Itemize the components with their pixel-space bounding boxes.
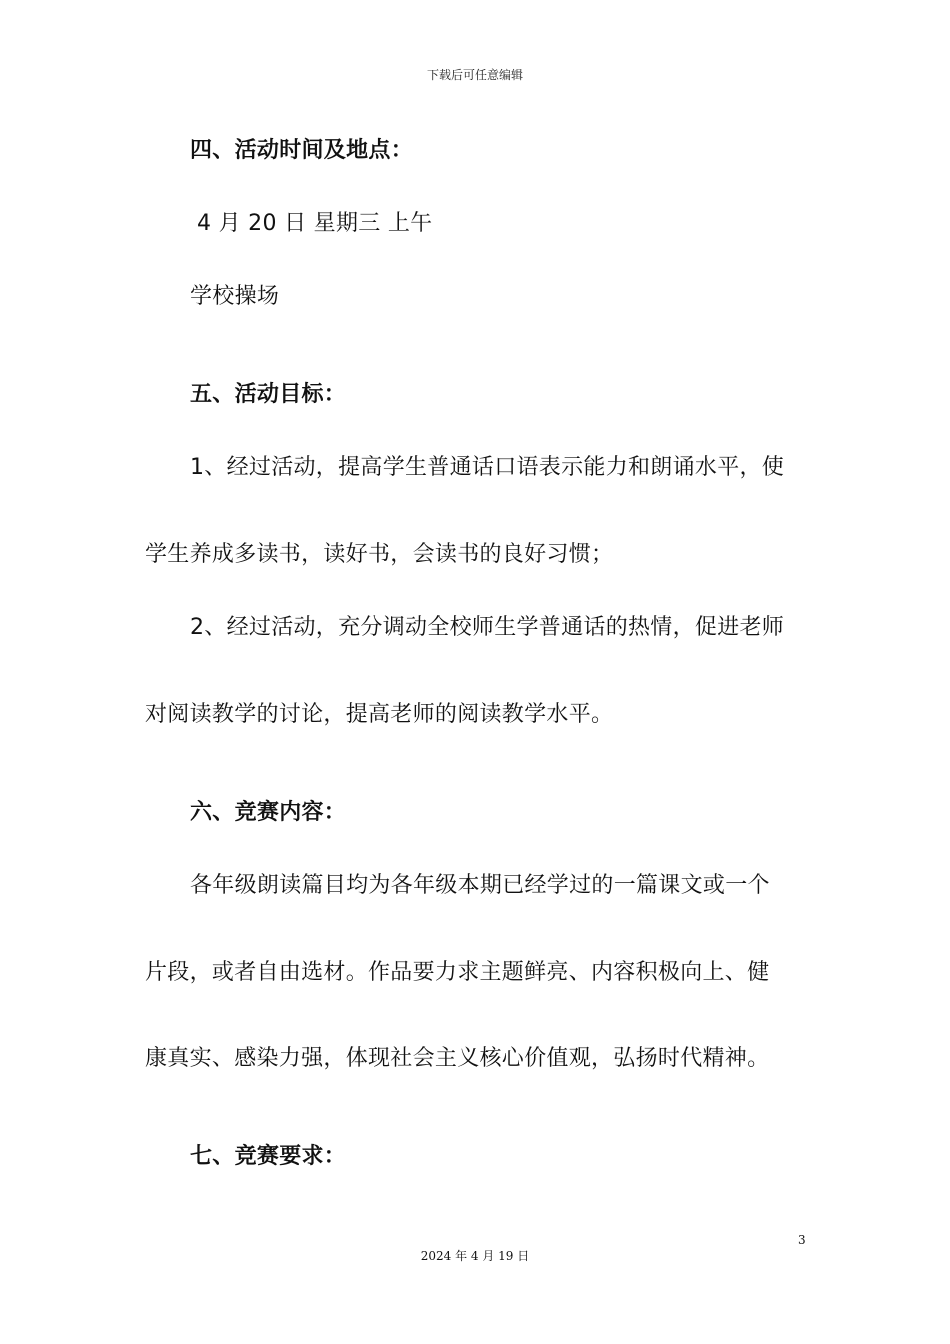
paragraph-line: 学生养成多读书，读好书，会读书的良好习惯； — [145, 542, 614, 567]
paragraph-line: 1、经过活动，提高学生普通话口语表示能力和朗诵水平，使 — [190, 455, 785, 480]
header-note: 下载后可任意编辑 — [426, 68, 523, 82]
page-number: 3 — [798, 1233, 806, 1247]
paragraph-line: 2、经过活动，充分调动全校师生学普通话的热情，促进老师 — [190, 615, 785, 640]
paragraph-line: 对阅读教学的讨论，提高老师的阅读教学水平。 — [145, 702, 614, 727]
section-heading-content: 六、竞赛内容： — [190, 800, 347, 825]
footer-date: 2024 年 4 月 19 日 — [420, 1249, 530, 1263]
paragraph-line: 4 月 20 日 星期三 上午 — [197, 211, 433, 236]
paragraph-line: 各年级朗读篇目均为各年级本期已经学过的一篇课文或一个 — [190, 873, 770, 898]
section-heading-time-place: 四、活动时间及地点： — [190, 138, 414, 163]
section-heading-requirements: 七、竞赛要求： — [190, 1144, 347, 1169]
paragraph-line: 康真实、感染力强，体现社会主义核心价值观，弘扬时代精神。 — [145, 1046, 770, 1071]
paragraph-line: 学校操场 — [190, 284, 280, 309]
section-heading-goals: 五、活动目标： — [190, 382, 347, 407]
paragraph-line: 片段，或者自由选材。作品要力求主题鲜亮、内容积极向上、健 — [145, 960, 770, 985]
